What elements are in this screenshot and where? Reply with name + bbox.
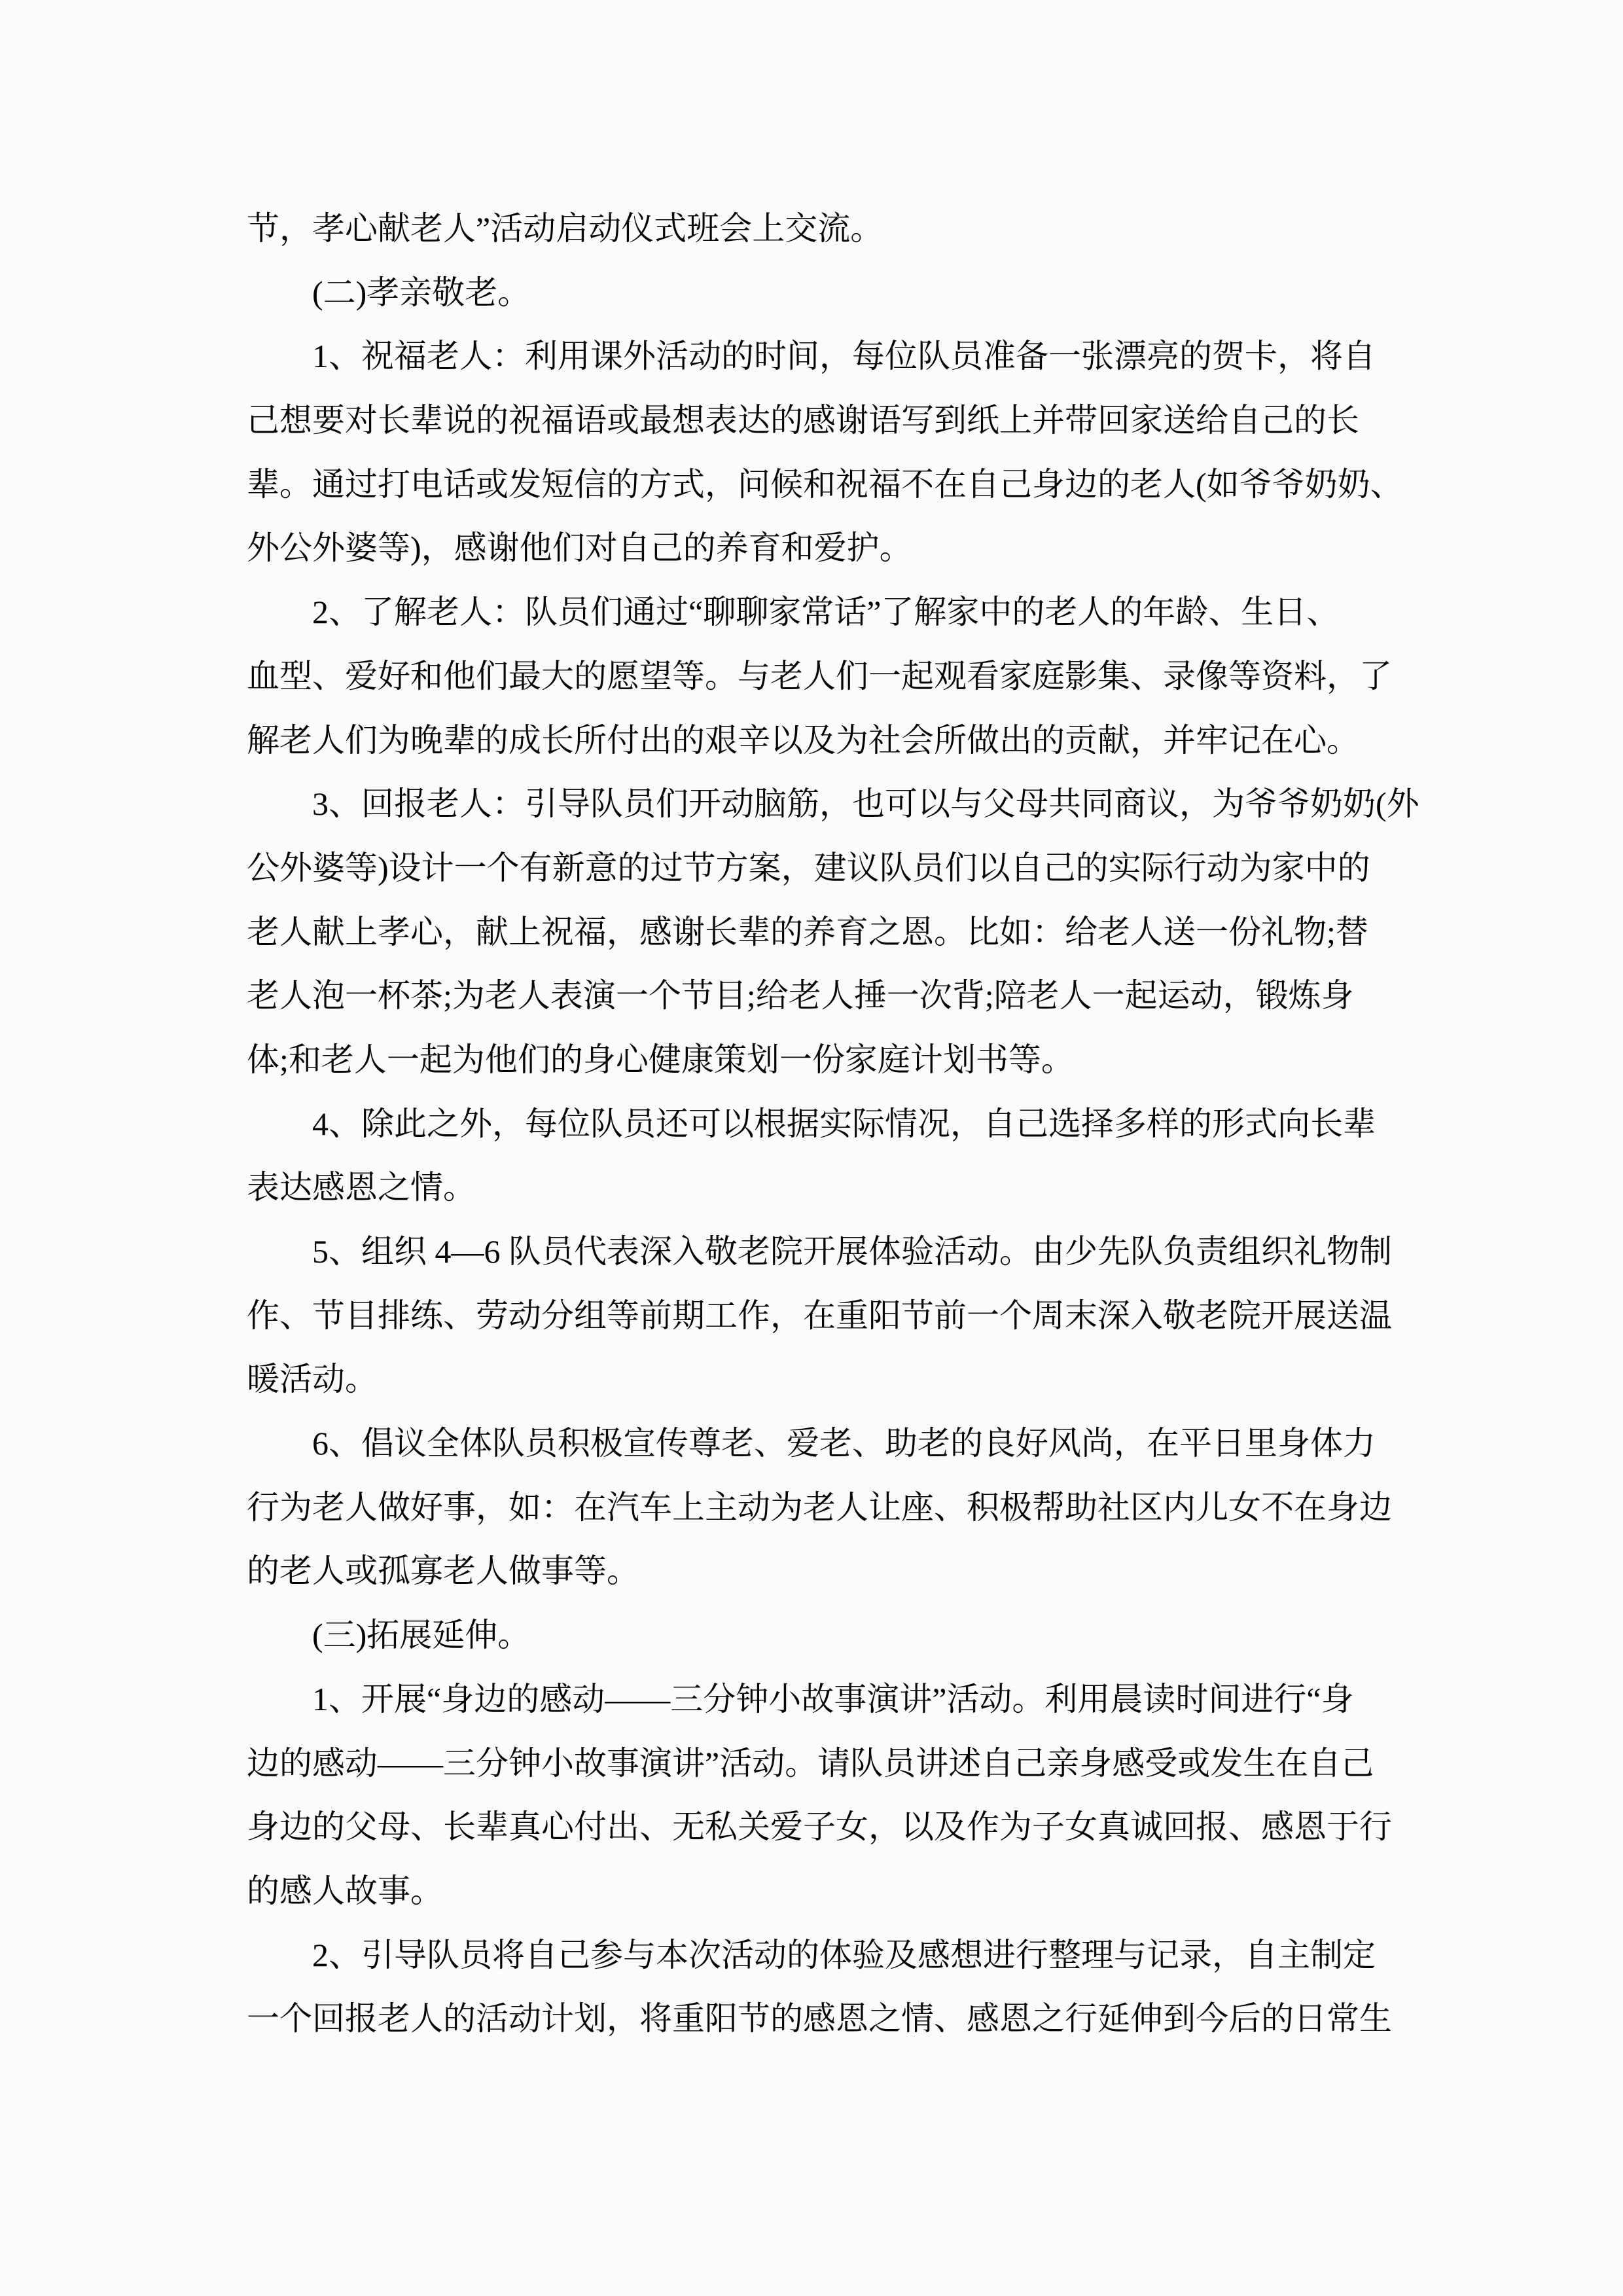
doc-line-22: 的老人或孤寡老人做事等。 (247, 1552, 639, 1590)
doc-line-8: 血型、爱好和他们最大的愿望等。与老人们一起观看家庭影集、录像等资料，了 (247, 657, 1392, 694)
doc-line-5: 辈。通过打电话或发短信的方式，问候和祝福不在自己身边的老人(如爷爷奶奶、 (247, 465, 1403, 503)
doc-line-17: 5、组织 4—6 队员代表深入敬老院开展体验活动。由少先队负责组织礼物制 (312, 1233, 1392, 1270)
doc-line-27: 的感人故事。 (247, 1872, 443, 1909)
doc-line-14: 体;和老人一起为他们的身心健康策划一份家庭计划书等。 (247, 1041, 1074, 1078)
doc-line-13: 老人泡一杯茶;为老人表演一个节目;给老人捶一次背;陪老人一起运动，锻炼身 (247, 977, 1354, 1014)
doc-line-16: 表达感恩之情。 (247, 1169, 476, 1206)
doc-line-25: 边的感动——三分钟小故事演讲”活动。请队员讲述自己亲身感受或发生在自己 (247, 1744, 1374, 1782)
doc-line-15: 4、除此之外，每位队员还可以根据实际情况，自己选择多样的形式向长辈 (312, 1105, 1376, 1142)
doc-line-24: 1、开展“身边的感动——三分钟小故事演讲”活动。利用晨读时间进行“身 (312, 1680, 1354, 1717)
doc-line-3: 1、祝福老人：利用课外活动的时间，每位队员准备一张漂亮的贺卡，将自 (312, 338, 1376, 375)
doc-line-28: 2、引导队员将自己参与本次活动的体验及感想进行整理与记录，自主制定 (312, 1936, 1376, 1973)
doc-line-12: 老人献上孝心，献上祝福，感谢长辈的养育之恩。比如：给老人送一份礼物;替 (247, 913, 1368, 950)
doc-line-23: (三)拓展延伸。 (312, 1617, 531, 1654)
doc-line-26: 身边的父母、长辈真心付出、无私关爱子女，以及作为子女真诚回报、感恩于行 (247, 1808, 1392, 1846)
doc-line-7: 2、了解老人：队员们通过“聊聊家常话”了解家中的老人的年龄、生日、 (312, 594, 1340, 631)
doc-line-9: 解老人们为晚辈的成长所付出的艰辛以及为社会所做出的贡献，并牢记在心。 (247, 721, 1359, 759)
doc-line-20: 6、倡议全体队员积极宣传尊老、爱老、助老的良好风尚，在平日里身体力 (312, 1425, 1376, 1462)
doc-line-6: 外公外婆等)，感谢他们对自己的养育和爱护。 (247, 529, 912, 567)
doc-line-21: 行为老人做好事，如：在汽车上主动为老人让座、积极帮助社区内儿女不在身边 (247, 1488, 1392, 1526)
doc-line-2: (二)孝亲敬老。 (312, 274, 531, 311)
text-block (247, 197, 1419, 2051)
doc-line-10: 3、回报老人：引导队员们开动脑筋，也可以与父母共同商议，为爷爷奶奶(外 (312, 785, 1419, 823)
doc-line-18: 作、节目排练、劳动分组等前期工作，在重阳节前一个周末深入敬老院开展送温 (247, 1297, 1392, 1334)
doc-line-4: 己想要对长辈说的祝福语或最想表达的感谢语写到纸上并带回家送给自己的长 (247, 402, 1359, 439)
doc-line-29: 一个回报老人的活动计划，将重阳节的感恩之情、感恩之行延伸到今后的日常生 (247, 2000, 1392, 2037)
doc-line-19: 暖活动。 (247, 1361, 378, 1398)
doc-line-11: 公外婆等)设计一个有新意的过节方案，建议队员们以自己的实际行动为家中的 (247, 849, 1370, 886)
doc-line-1: 节，孝心献老人”活动启动仪式班会上交流。 (247, 210, 883, 247)
